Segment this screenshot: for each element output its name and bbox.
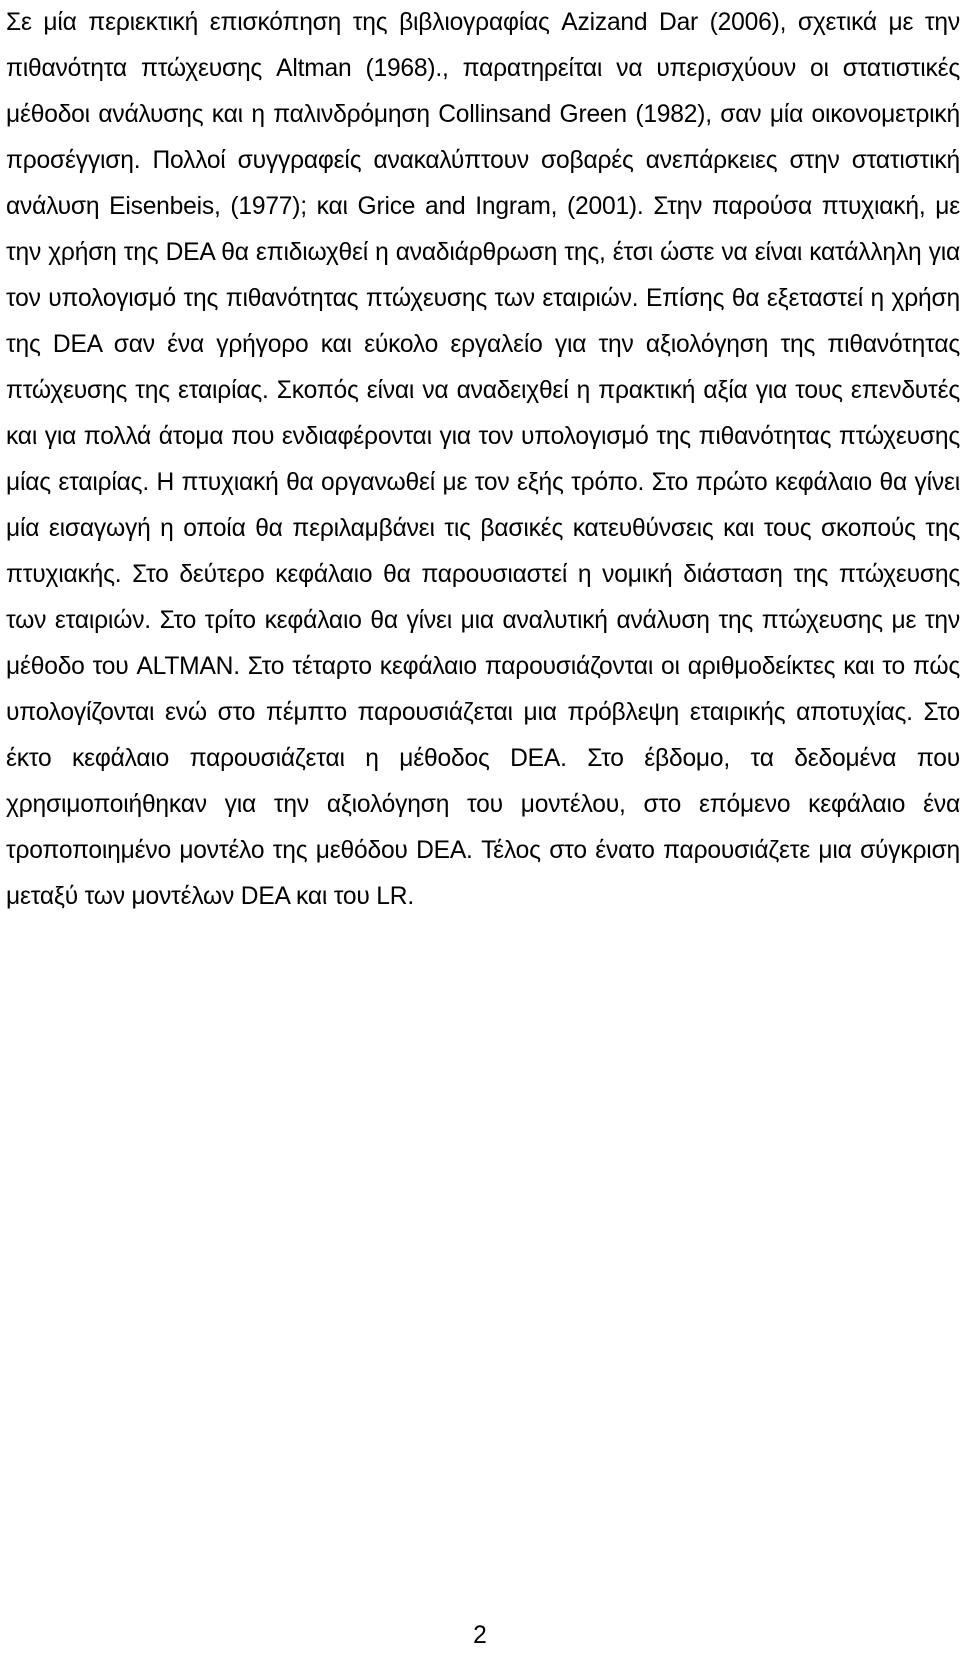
body-paragraph: Σε μία περιεκτική επισκόπηση της βιβλιογραφίας Azizand Dar (2006), σχετικά με την πιθανότητα πτώχευσης Altman (1968)., παρατηρείται να υπερισχύουν οι στατιστικές μέθοδοι ανάλυσης και η παλινδρόμηση Collinsand Green (1982), σαν μία οικονομετρική προσέγγιση. Πολλοί συγγραφείς ανακαλύπτουν σοβαρές ανεπάρκειες στην στατιστική ανάλυση Eisenbeis, (1977); και Grice and Ingram, (2001). Στην παρούσα πτυχιακή, με την χρήση της DEA θα επιδιωχθεί η αναδιάρθρωση της, έτσι ώστε να είναι κατάλληλη για τον υπολογισμό της πιθανότητας πτώχευσης των εταιριών. Επίσης θα εξεταστεί η χρήση της DEA σαν ένα γρήγορο και εύκολο εργαλείο για την αξιολόγηση της πιθανότητας πτώχευσης της εταιρίας. Σκοπός είναι να αναδειχθεί η πρακτική αξία για τους επενδυτές και για πολλά άτομα που ενδιαφέρονται για τον υπολογισμό της πιθανότητας πτώχευσης μίας εταιρίας. Η πτυχιακή θα οργανωθεί με τον εξής τρόπο. Στο πρώτο κεφάλαιο θα γίνει μία εισαγωγή η οποία θα περιλαμβάνει τις βασικές κατευθύνσεις και τους σκοπούς της πτυχιακής. Στο δεύτερο κεφάλαιο θα παρουσιαστεί η νομική διάσταση της πτώχευσης των εταιριών. Στο τρίτο κεφάλαιο θα γίνει μια αναλυτική ανάλυση της πτώχευσης με την μέθοδο του ALTMAN. Στο τέταρτο κεφάλαιο παρουσιάζονται οι αριθμοδείκτες και το πώς υπολογίζονται ενώ στο πέμπτο παρουσιάζεται μια πρόβλεψη εταιρικής αποτυχίας. Στο έκτο κεφάλαιο παρουσιάζεται η μέθοδος DEA. Στο έβδομο, τα δεδομένα που χρησιμοποιήθηκαν για την αξιολόγηση του μοντέλου, στο επόμενο κεφάλαιο ένα τροποποιημένο μοντέλο της μεθόδου DEA. Τέλος στο ένατο παρουσιάζετε μια σύγκριση μεταξύ των μοντέλων DEA και του LR. [6, 9, 960, 910]
page-number: 2 [473, 1622, 487, 1649]
